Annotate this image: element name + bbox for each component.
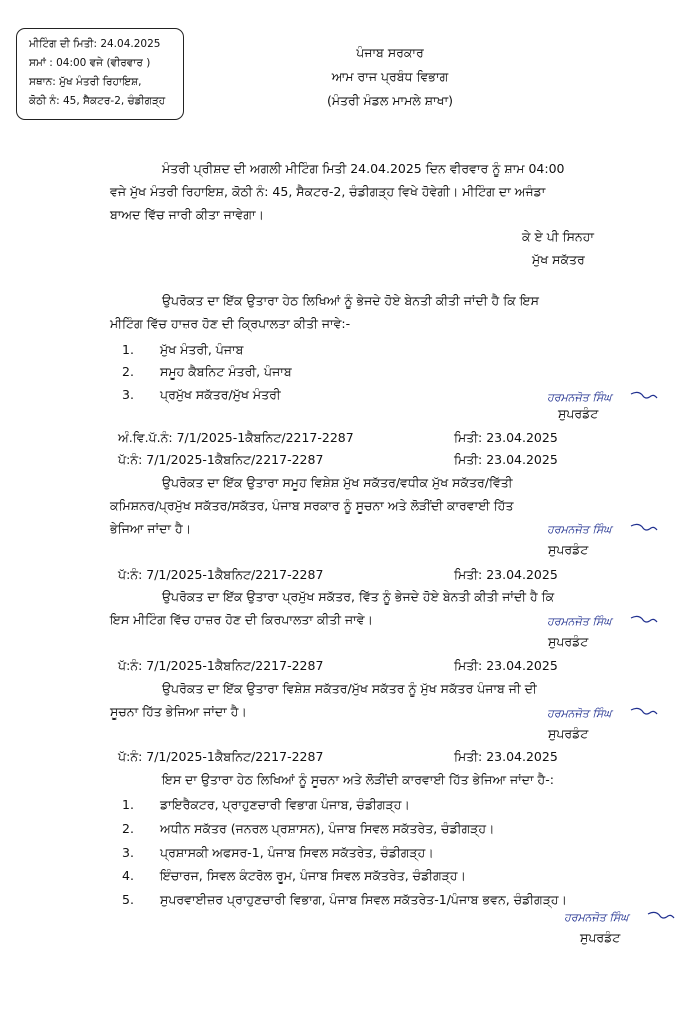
govt-title: ਪੰਜਾਬ ਸਰਕਾਰ <box>356 45 424 60</box>
list-item: 4. ਇੰਚਾਰਜ, ਸਿਵਲ ਕੰਟਰੋਲ ਰੂਮ, ਪੰਜਾਬ ਸਿਵਲ ਸਕੱਤਰੇਤ, ਚੰਡੀਗੜ੍ਹ। <box>122 868 466 883</box>
intro-line-2: ਵਜੇ ਮੁੱਖ ਮੰਤਰੀ ਰਿਹਾਇਸ਼, ਕੋਠੀ ਨੰ: 45, ਸੈਕਟਰ-2, ਚੰਡੀਗੜ੍ਹ ਵਿਖੇ ਹੋਵੇਗੀ। ਮੀਟਿੰਗ ਦਾ ਅਜੰਡਾ <box>110 184 546 199</box>
meeting-date: ਮੀਟਿੰਗ ਦੀ ਮਿਤੀ: 24.04.2025 <box>29 38 161 50</box>
reference-number: ਪੱ:ਨੰ: 7/1/2025-1ਕੈਬਨਿਟ/2217-2287 <box>118 658 324 673</box>
list-item: 3. ਪ੍ਰਸ਼ਾਸਕੀ ਅਫਸਰ-1, ਪੰਜਾਬ ਸਿਵਲ ਸਕੱਤਰੇਤ, ਚੰਡੀਗੜ੍ਹ। <box>122 845 434 860</box>
section1-line-2: ਮੀਟਿੰਗ ਵਿੱਚ ਹਾਜ਼ਰ ਹੋਣ ਦੀ ਕ੍ਰਿਪਾਲਤਾ ਕੀਤੀ ਜਾਵੇ:- <box>110 316 351 331</box>
intro-line-1: ਮੰਤਰੀ ਪ੍ਰੀਸ਼ਦ ਦੀ ਅਗਲੀ ਮੀਟਿੰਗ ਮਿਤੀ 24.04.2025 ਦਿਨ ਵੀਰਵਾਰ ਨੂੰ ਸ਼ਾਮ 04:00 <box>162 161 565 176</box>
superintendent-signature <box>545 702 660 724</box>
list-item: 2. ਸਮੂਹ ਕੈਬਨਿਟ ਮੰਤਰੀ, ਪੰਜਾਬ <box>122 364 292 379</box>
section2-line-3: ਭੇਜਿਆ ਜਾਂਦਾ ਹੈ। <box>110 521 192 536</box>
meeting-place: ਸਥਾਨ: ਮੁੱਖ ਮੰਤਰੀ ਰਿਹਾਇਸ਼, <box>29 76 142 88</box>
svg-text:ਹਰਮਨਜੋਤ ਸਿੰਘ: ਹਰਮਨਜੋਤ ਸਿੰਘ <box>547 523 612 536</box>
section2-line-1: ਉਪਰੋਕਤ ਦਾ ਇੱਕ ਉਤਾਰਾ ਸਮੂਹ ਵਿਸ਼ੇਸ਼ ਮੁੱਖ ਸਕੱਤਰ/ਵਧੀਕ ਮੁੱਖ ਸਕੱਤਰ/ਵਿੱਤੀ <box>162 475 513 490</box>
list-item: 3. ਪ੍ਰਮੁੱਖ ਸਕੱਤਰ/ਮੁੱਖ ਮੰਤਰੀ <box>122 387 281 402</box>
section4-line-1: ਉਪਰੋਕਤ ਦਾ ਇੱਕ ਉਤਾਰਾ ਵਿਸ਼ੇਸ਼ ਸਕੱਤਰ/ਮੁੱਖ ਸਕੱਤਰ ਨੂੰ ਮੁੱਖ ਸਕੱਤਰ ਪੰਜਾਬ ਜੀ ਦੀ <box>162 681 537 696</box>
reference-date: ਮਿਤੀ: 23.04.2025 <box>454 567 558 582</box>
branch-title: (ਮੰਤਰੀ ਮੰਡਲ ਮਾਮਲੇ ਸ਼ਾਖਾ) <box>326 93 454 108</box>
department-title: ਆਮ ਰਾਜ ਪ੍ਰਬੰਧ ਵਿਭਾਗ <box>331 69 449 84</box>
superintendent-title: ਸੁਪਰਡੰਟ <box>580 930 621 945</box>
section5-line-1: ਇਸ ਦਾ ਉਤਾਰਾ ਹੇਠ ਲਿਖਿਆਂ ਨੂੰ ਸੂਚਨਾ ਅਤੇ ਲੋੜੀਂਦੀ ਕਾਰਵਾਈ ਹਿੱਤ ਭੇਜਿਆ ਜਾਂਦਾ ਹੈ-: <box>162 772 554 787</box>
superintendent-title: ਸੁਪਰਡੰਟ <box>548 542 589 557</box>
superintendent-title: ਸੁਪਰਡੰਟ <box>558 406 599 421</box>
reference-date: ਮਿਤੀ: 23.04.2025 <box>454 749 558 764</box>
intro-line-3: ਬਾਅਦ ਵਿੱਚ ਜਾਰੀ ਕੀਤਾ ਜਾਵੇਗਾ। <box>110 207 264 222</box>
meeting-details-box <box>16 28 184 120</box>
section3-line-1: ਉਪਰੋਕਤ ਦਾ ਇੱਕ ਉਤਾਰਾ ਪ੍ਰਮੁੱਖ ਸਕੱਤਰ, ਵਿੱਤ ਨੂੰ ਭੇਜਦੇ ਹੋਏ ਬੇਨਤੀ ਕੀਤੀ ਜਾਂਦੀ ਹੈ ਕਿ <box>162 589 555 604</box>
superintendent-signature <box>545 518 660 540</box>
svg-text:ਹਰਮਨਜੋਤ ਸਿੰਘ: ਹਰਮਨਜੋਤ ਸਿੰਘ <box>547 391 612 404</box>
svg-text:ਹਰਮਨਜੋਤ ਸਿੰਘ: ਹਰਮਨਜੋਤ ਸਿੰਘ <box>564 911 629 924</box>
superintendent-title: ਸੁਪਰਡੰਟ <box>548 726 589 741</box>
svg-text:ਹਰਮਨਜੋਤ ਸਿੰਘ: ਹਰਮਨਜੋਤ ਸਿੰਘ <box>547 707 612 720</box>
superintendent-title: ਸੁਪਰਡੰਟ <box>548 634 589 649</box>
list-item: 2. ਅਧੀਨ ਸਕੱਤਰ (ਜਨਰਲ ਪ੍ਰਸ਼ਾਸਨ), ਪੰਜਾਬ ਸਿਵਲ ਸਕੱਤਰੇਤ, ਚੰਡੀਗੜ੍ਹ। <box>122 821 495 836</box>
meeting-time: ਸਮਾਂ : 04:00 ਵਜੇ (ਵੀਰਵਾਰ ) <box>29 57 151 69</box>
section2-line-2: ਕਮਿਸ਼ਨਰ/ਪ੍ਰਮੁੱਖ ਸਕੱਤਰ/ਸਕੱਤਰ, ਪੰਜਾਬ ਸਰਕਾਰ ਨੂੰ ਸੂਚਨਾ ਅਤੇ ਲੋੜੀਂਦੀ ਕਾਰਵਾਈ ਹਿੱਤ <box>110 498 514 513</box>
svg-text:ਹਰਮਨਜੋਤ ਸਿੰਘ: ਹਰਮਨਜੋਤ ਸਿੰਘ <box>547 615 612 628</box>
superintendent-signature <box>545 610 660 632</box>
list-item: 5. ਸੁਪਰਵਾਈਜ਼ਰ ਪ੍ਰਾਹੁਣਚਾਰੀ ਵਿਭਾਗ, ਪੰਜਾਬ ਸਿਵਲ ਸਕੱਤਰੇਤ-1/ਪੰਜਾਬ ਭਵਨ, ਚੰਡੀਗੜ੍ਹ। <box>122 892 567 907</box>
reference-date: ਮਿਤੀ: 23.04.2025 <box>454 452 558 467</box>
meeting-address: ਕੋਠੀ ਨੰ: 45, ਸੈਕਟਰ-2, ਚੰਡੀਗੜ੍ਹ <box>29 95 166 107</box>
chief-secretary-name: ਕੇ ਏ ਪੀ ਸਿਨਹਾ <box>522 229 594 244</box>
section4-line-2: ਸੂਚਨਾ ਹਿੱਤ ਭੇਜਿਆ ਜਾਂਦਾ ਹੈ। <box>110 704 247 719</box>
superintendent-signature <box>562 906 677 928</box>
list-item: 1. ਡਾਇਰੈਕਟਰ, ਪ੍ਰਾਹੁਣਚਾਰੀ ਵਿਭਾਗ ਪੰਜਾਬ, ਚੰਡੀਗੜ੍ਹ। <box>122 797 410 812</box>
reference-number: ਅੰ.ਵਿ.ਪੱ.ਨੰ: 7/1/2025-1ਕੈਬਨਿਟ/2217-2287 <box>118 430 354 445</box>
reference-number: ਪੱ:ਨੰ: 7/1/2025-1ਕੈਬਨਿਟ/2217-2287 <box>118 749 324 764</box>
chief-secretary-title: ਮੁੱਖ ਸਕੱਤਰ <box>532 252 585 267</box>
reference-date: ਮਿਤੀ: 23.04.2025 <box>454 658 558 673</box>
superintendent-signature <box>545 386 660 408</box>
reference-number: ਪੱ:ਨੰ: 7/1/2025-1ਕੈਬਨਿਟ/2217-2287 <box>118 452 324 467</box>
reference-date: ਮਿਤੀ: 23.04.2025 <box>454 430 558 445</box>
section1-line-1: ਉਪਰੋਕਤ ਦਾ ਇੱਕ ਉਤਾਰਾ ਹੇਠ ਲਿਖਿਆਂ ਨੂੰ ਭੇਜਦੇ ਹੋਏ ਬੇਨਤੀ ਕੀਤੀ ਜਾਂਦੀ ਹੈ ਕਿ ਇਸ <box>162 293 539 308</box>
reference-number: ਪੱ:ਨੰ: 7/1/2025-1ਕੈਬਨਿਟ/2217-2287 <box>118 567 324 582</box>
list-item: 1. ਮੁੱਖ ਮੰਤਰੀ, ਪੰਜਾਬ <box>122 342 244 357</box>
section3-line-2: ਇਸ ਮੀਟਿੰਗ ਵਿੱਚ ਹਾਜ਼ਰ ਹੋਣ ਦੀ ਕਿਰਪਾਲਤਾ ਕੀਤੀ ਜਾਵੇ। <box>110 612 373 627</box>
